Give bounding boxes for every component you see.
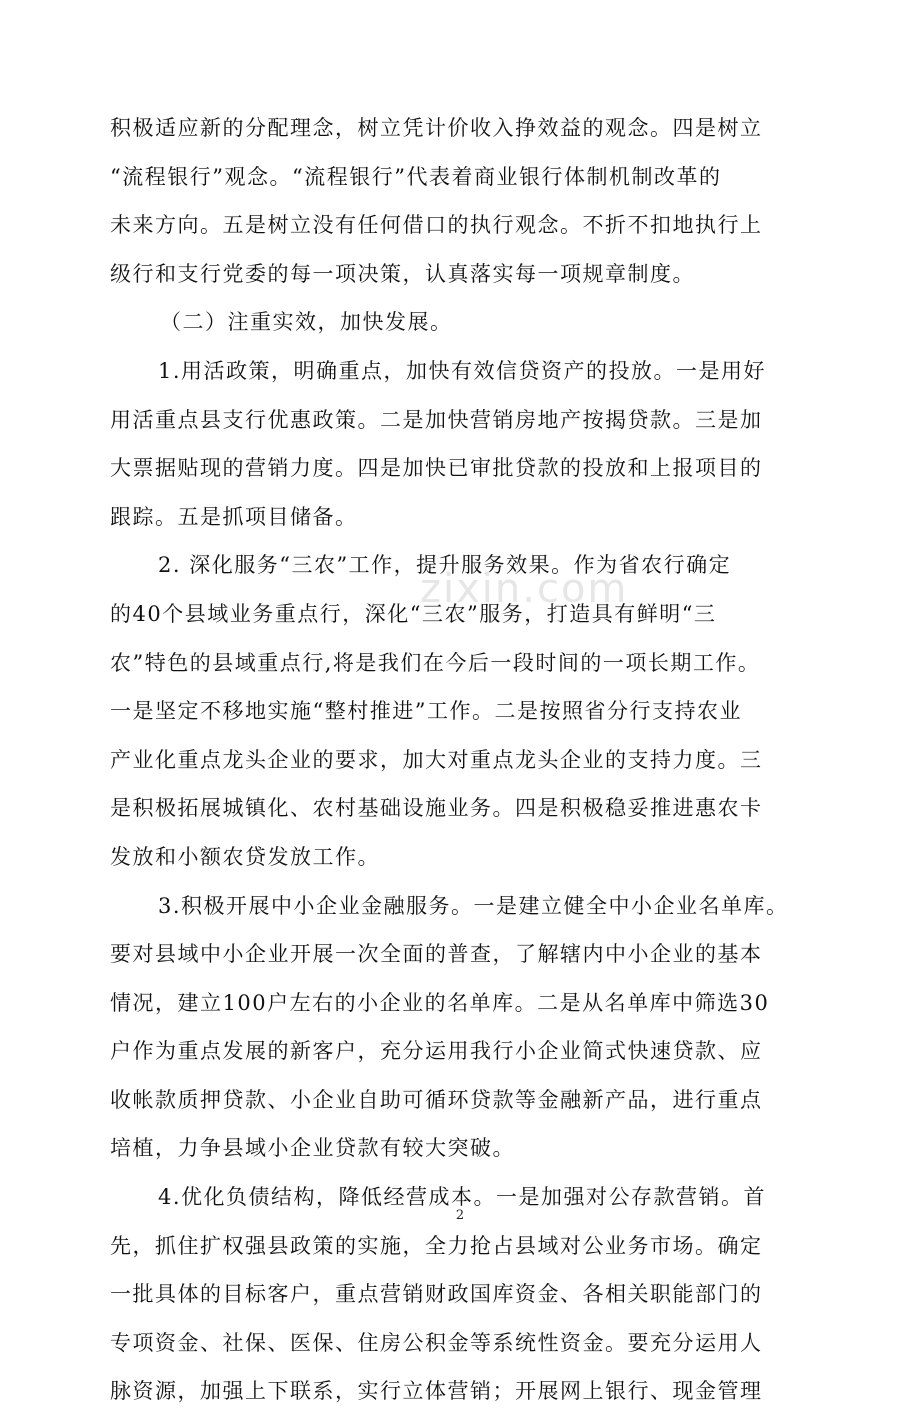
text-line: 户作为重点发展的新客户，充分运用我行小企业简式快速贷款、应	[110, 1039, 763, 1064]
text-line: 农”特色的县域重点行,将是我们在今后一段时间的一项长期工作。	[110, 650, 761, 675]
text-line: 用活重点县支行优惠政策。二是加快营销房地产按揭贷款。三是加	[110, 407, 763, 432]
item-heading-line: 3.积极开展中小企业金融服务。一是建立健全中小企业名单库。	[158, 893, 789, 918]
text-line: 级行和支行党委的每一项决策，认真落实每一项规章制度。	[110, 261, 695, 286]
item-heading-line: 4.优化负债结构，降低经营成本。一是加强对公存款营销。首	[158, 1185, 767, 1210]
text-line: 先，抓住扩权强县政策的实施，全力抢占县域对公业务市场。确定	[110, 1233, 763, 1258]
text-line: “流程银行”观念。“流程银行”代表着商业银行体制机制改革的	[110, 164, 722, 189]
text-line: 大票据贴现的营销力度。四是加快已审批贷款的投放和上报项目的	[110, 456, 763, 481]
item-heading-line: 1.用活政策，明确重点，加快有效信贷资产的投放。一是用好	[158, 358, 767, 383]
text-line: 的40个县域业务重点行，深化“三农”服务，打造具有鲜明“三	[110, 601, 717, 626]
section-heading: （二）注重实效，加快发展。	[160, 310, 453, 335]
text-line: 要对县域中小企业开展一次全面的普查，了解辖内中小企业的基本	[110, 942, 763, 967]
text-line: 情况，建立100户左右的小企业的名单库。二是从名单库中筛选30	[110, 990, 770, 1015]
text-line: 一是坚定不移地实施“整村推进”工作。二是按照省分行支持农业	[110, 699, 742, 724]
text-line: 专项资金、社保、医保、住房公积金等系统性资金。要充分运用人	[110, 1330, 763, 1355]
item-heading-line: 2. 深化服务“三农”工作，提升服务效果。作为省农行确定	[158, 553, 732, 578]
watermark: zixin.com	[420, 566, 629, 612]
text-line: 收帐款质押贷款、小企业自助可循环贷款等金融新产品，进行重点	[110, 1087, 763, 1112]
text-line: 脉资源，加强上下联系，实行立体营销；开展网上银行、现金管理	[110, 1379, 763, 1404]
text-line: 培植，力争县域小企业贷款有较大突破。	[110, 1136, 515, 1161]
text-line: 积极适应新的分配理念，树立凭计价收入挣效益的观念。四是树立	[110, 116, 763, 140]
text-line: 是积极拓展城镇化、农村基础设施业务。四是积极稳妥推进惠农卡	[110, 796, 763, 821]
text-line: 发放和小额农贷发放工作。	[110, 844, 380, 869]
page-number: 2	[455, 1208, 465, 1223]
text-line: 产业化重点龙头企业的要求，加大对重点龙头企业的支持力度。三	[110, 747, 763, 772]
text-line: 未来方向。五是树立没有任何借口的执行观念。不折不扣地执行上	[110, 213, 763, 238]
text-line: 一批具体的目标客户，重点营销财政国库资金、各相关职能部门的	[110, 1282, 763, 1307]
text-line: 跟踪。五是抓项目储备。	[110, 504, 358, 529]
